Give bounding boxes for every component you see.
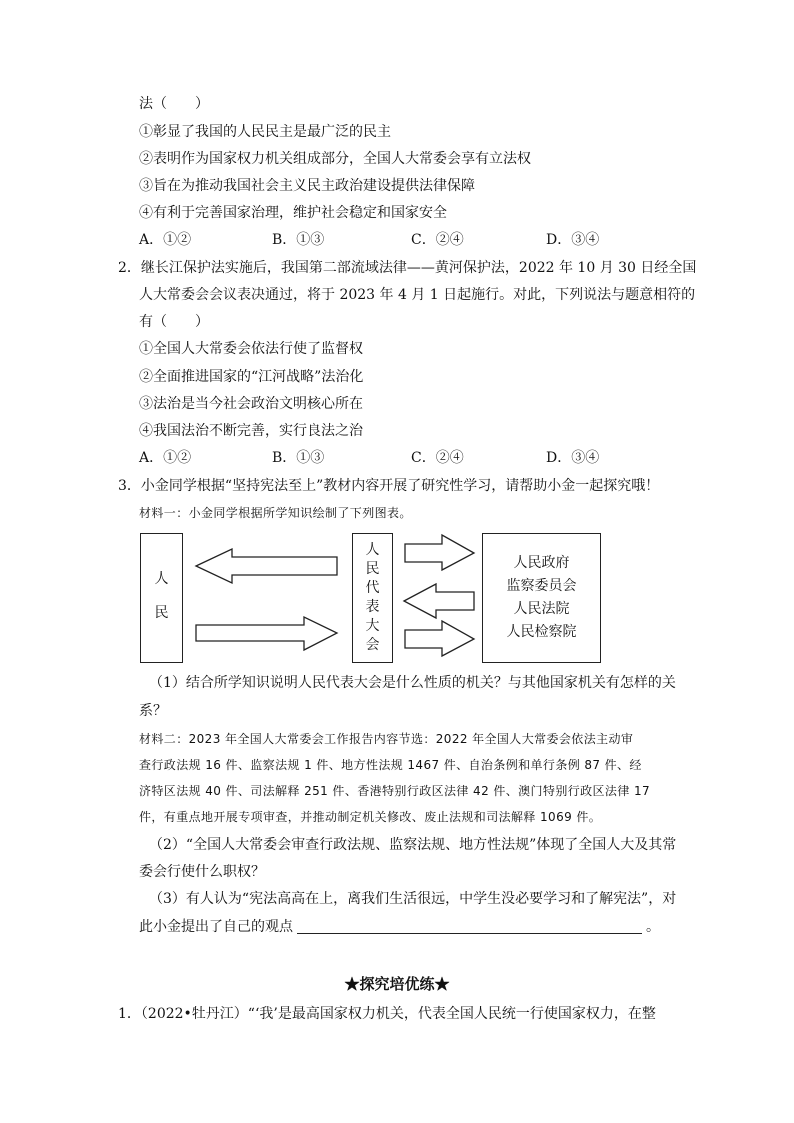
congress-char-4: 表 [365,599,380,615]
option-4: ④有利于完善国家治理，维护社会稳定和国家安全 [139,205,447,221]
arrow-congress-to-organs-top [405,535,474,570]
organ-court: 人民法院 [513,601,570,617]
q2-choice-c: C．②④ [411,450,464,466]
organ-supervision: 监察委员会 [506,578,577,594]
people-char-1: 人 [154,571,169,587]
sub-question-2-cont: 委会行使什么职权？ [139,864,265,880]
choice-a: A．①② [139,232,192,248]
sub-question-1-cont: 系？ [139,703,167,719]
sub-question-3-cont [139,917,660,937]
material-2-line-1: 材料二：2023 年全国人大常委会工作报告内容节选：2022 年全国人大常委会依法主动审 [139,732,634,746]
q2-option-2: ②全面推进国家的“江河战略”法治化 [139,369,364,385]
arrow-congress-to-organs-bottom [405,621,474,656]
q3-stem: 3．小金同学根据“坚持宪法至上”教材内容开展了研究性学习，请帮助小金一起探究哦！ [118,478,660,494]
arrow-people-to-congress [196,617,337,650]
next-question: 1．（2022•牡丹江）“‘我’是最高国家权力机关，代表全国人民统一行使国家权力，在整 [118,1006,656,1022]
answer-blank[interactable] [297,919,642,934]
option-1: ①彰显了我国的人民民主是最广泛的民主 [139,124,391,140]
sub-question-2: （2）“全国人大常委会审查行政法规、监察法规、地方性法规”体现了全国人大及其常 [149,837,677,853]
q2-choice-b: B．①③ [272,450,325,466]
material-2-line-2: 查行政法规 16 件、监察法规 1 件、地方性法规 1467 件、自治条例和单行条例 87 件、经 [139,758,642,772]
state-organs-box [482,533,601,663]
q2-line-2: 人大常委会会议表决通过，将于 2023 年 4 月 1 日起施行。对此，下列说法与题意相符的 [139,287,696,303]
q2-choice-d: D．③④ [546,450,600,466]
material-2-line-4: 件，有重点地开展专项审查，并推动制定机关修改、废止法规和司法解释 1069 件。 [139,810,602,824]
congress-char-3: 代 [365,580,380,596]
material-2-line-3: 济特区法规 40 件、司法解释 251 件、香港特别行政区法律 42 件、澳门特别行政区法律 17 [139,784,651,798]
congress-char-6: 会 [365,637,380,653]
choice-d: D．③④ [546,232,600,248]
organ-government: 人民政府 [513,555,570,571]
q2-line-1: 2．继长江保护法实施后，我国第二部流域法律——黄河保护法，2022 年 10 月 30 日经全国 [118,260,697,276]
congress-char-5: 大 [365,618,380,634]
material-1-caption: 材料一：小金同学根据所学知识绘制了下列图表。 [139,506,412,520]
q2-option-3: ③法治是当今社会政治文明核心所在 [139,396,363,412]
option-3: ③旨在为推动我国社会主义民主政治建设提供法律保障 [139,178,475,194]
choice-c: C．②④ [411,232,464,248]
sub-question-3-prompt: 此小金提出了自己的观点 [139,919,293,935]
q2-line-3: 有（ ） [139,314,209,330]
congress-char-1: 人 [365,542,380,558]
question-stem-tail: 法（ ） [139,96,209,112]
section-title: ★探究培优练★ [344,975,450,993]
organ-procuratorate: 人民检察院 [506,624,577,640]
sub-question-3-end: 。 [646,919,660,935]
sub-question-1: （1）结合所学知识说明人民代表大会是什么性质的机关？与其他国家机关有怎样的关 [149,675,676,691]
q2-choice-a: A．①② [139,450,192,466]
option-2: ②表明作为国家权力机关组成部分，全国人大常委会享有立法权 [139,151,531,167]
congress-char-2: 民 [365,561,380,577]
choice-b: B．①③ [272,232,325,248]
sub-question-3: （3）有人认为“宪法高高在上，离我们生活很远，中学生没必要学习和了解宪法”，对 [149,891,677,907]
q2-option-1: ①全国人大常委会依法行使了监督权 [139,341,363,357]
congress-box [352,533,393,663]
arrow-congress-to-people [196,549,337,583]
people-char-2: 民 [154,605,169,621]
q2-option-4: ④我国法治不断完善，实行良法之治 [139,423,363,439]
arrow-organs-to-congress [404,584,474,618]
